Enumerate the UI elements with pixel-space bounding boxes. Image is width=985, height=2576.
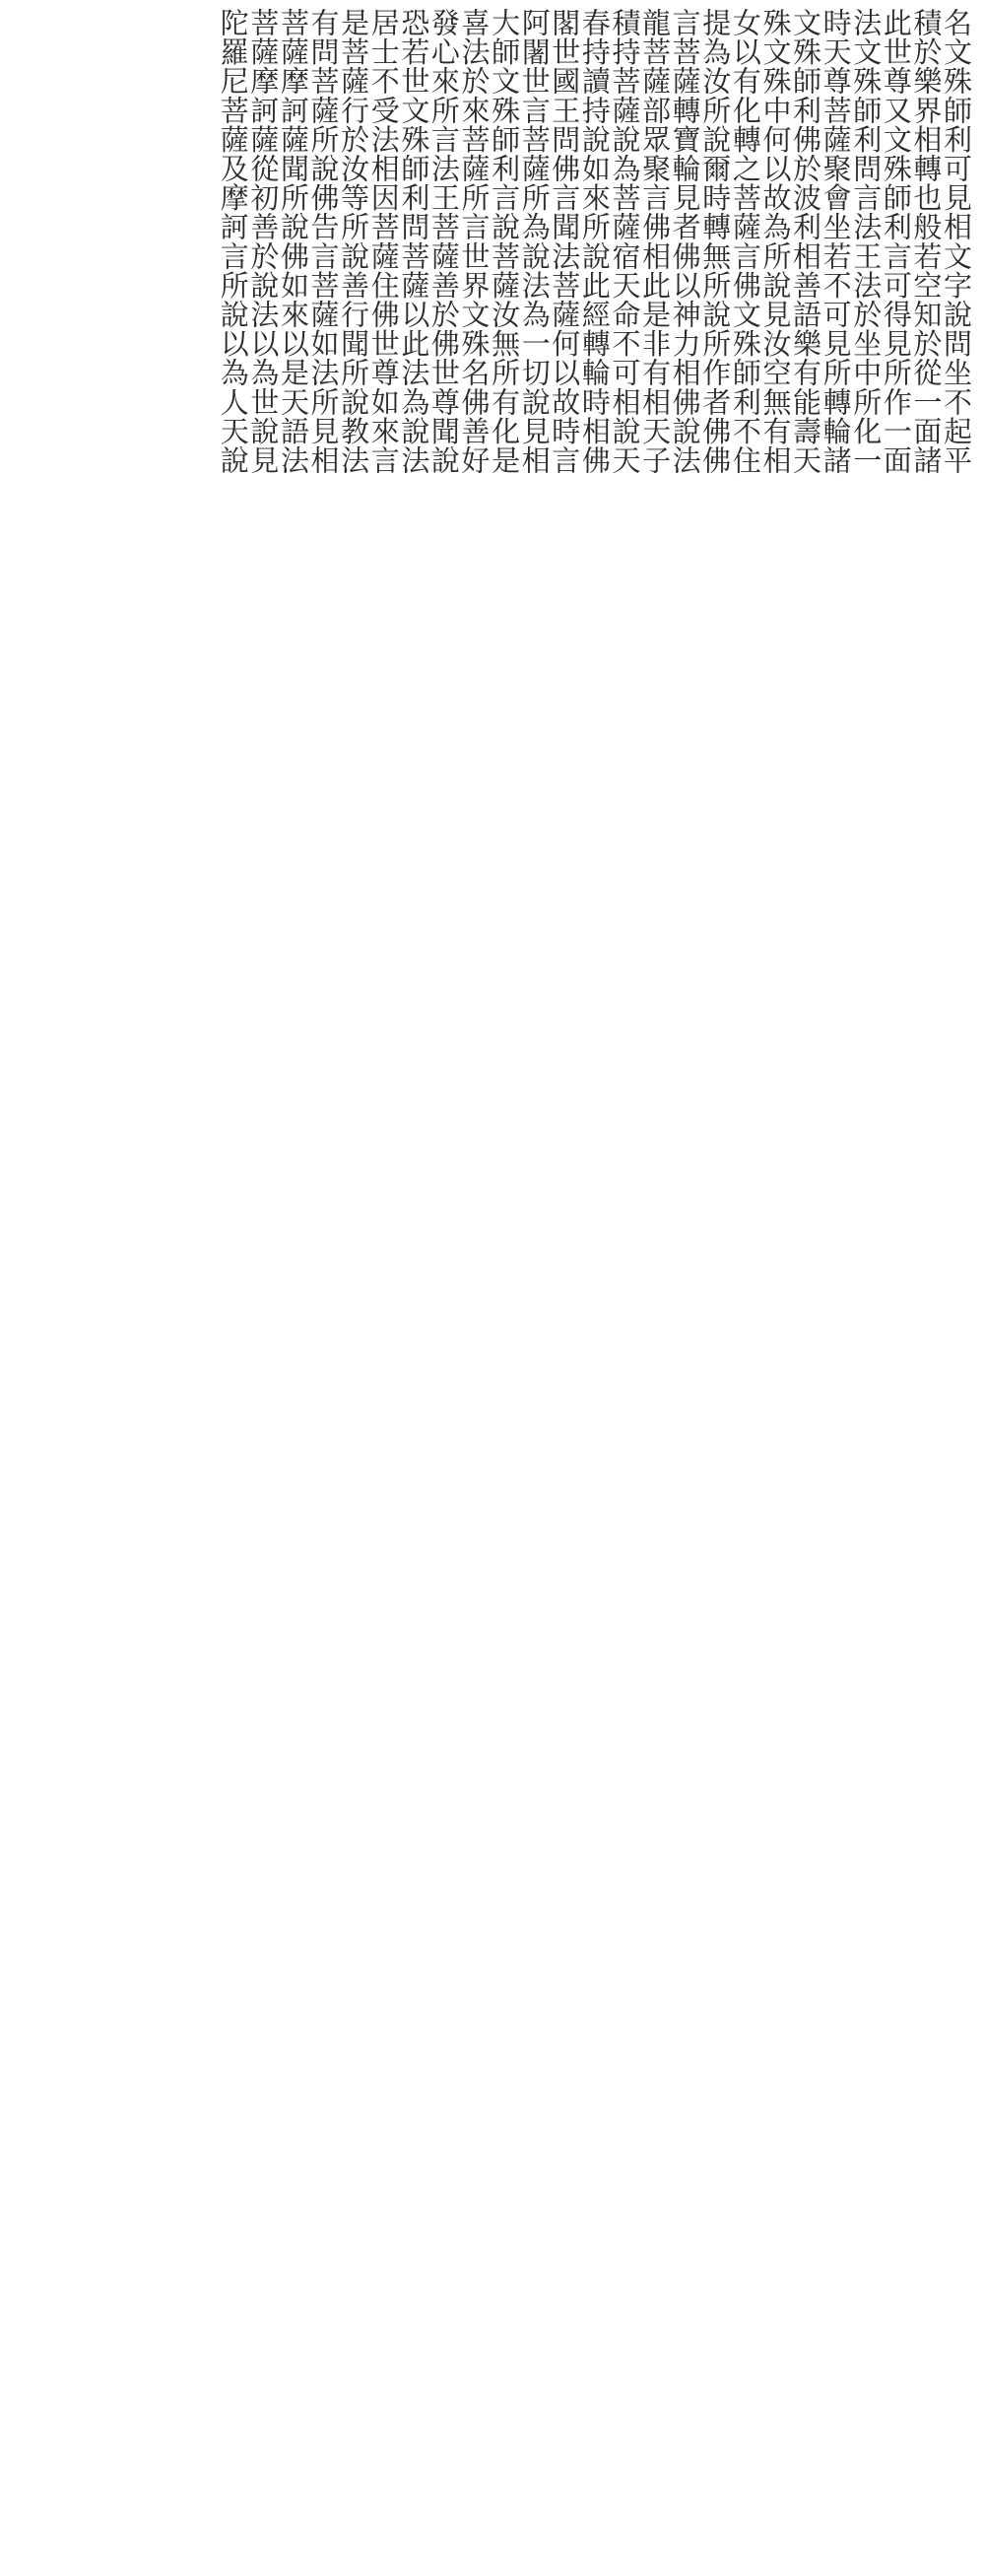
text-column: 菩薩摩訶薩從初善於說法以為世說見 <box>246 8 281 475</box>
text-column: 居士不受法相因菩薩住佛世尊如來言 <box>366 8 401 475</box>
text-column: 言菩薩轉寶輪見者佛以神力相佛說法 <box>668 8 702 475</box>
text-column: 喜法於來菩薩所言世界文殊名佛善好 <box>457 8 492 475</box>
text-column: 時天尊菩薩聚會坐若不可見所轉輪諸 <box>819 8 853 475</box>
text-columns <box>218 8 971 2568</box>
text-column: 菩薩摩訶薩聞所說佛如來以是天語法 <box>276 8 310 475</box>
text-column: 有問菩薩所說佛告言菩薩如法所見相 <box>306 8 341 475</box>
text-column: 恐若世文殊師利問菩薩以此法為說法 <box>397 8 431 475</box>
text-column: 發心來所言法王菩薩善於佛世尊聞說 <box>427 8 461 475</box>
text-column: 積於樂界相轉也般若空知於從一面諸 <box>909 8 944 475</box>
text-column: 名文殊師利可見相文字說問坐不起平 <box>940 8 973 475</box>
text-column: 閣世國王問佛言聞法菩薩何以故時言 <box>548 8 582 475</box>
text-column: 積持菩薩說為菩薩宿天命不可相說天 <box>608 8 642 475</box>
text-column: 文殊師利佛於波利相善語樂有能壽天 <box>789 8 823 475</box>
text-column: 龍菩薩部眾聚言佛相此是非有相天子 <box>638 8 673 475</box>
text-column: 殊文殊中何以故為所說見汝空無有相 <box>758 8 793 475</box>
text-column: 法文殊師利問言法王法於坐中所化一 <box>849 8 884 475</box>
text-column: 阿闍世言菩薩所為說法為一切說見相 <box>517 8 552 475</box>
text-column: 大師文殊師利言說菩薩汝無所有化是 <box>488 8 522 475</box>
text-column: 是菩薩行於汝等所說善行聞所說教法 <box>337 8 371 475</box>
text-column: 此世尊又文殊師利言可得見所作一面 <box>879 8 913 475</box>
text-column: 提為汝所說爾時轉無所說所作者佛佛 <box>698 8 733 475</box>
text-column: 春持讀持說如來所說此經轉輪時相佛 <box>577 8 612 475</box>
text-column: 女以有化轉之菩薩言佛文殊師利不住 <box>728 8 762 475</box>
text-column: 陀羅尼菩薩及摩訶言所說以為人天說 <box>216 8 250 475</box>
